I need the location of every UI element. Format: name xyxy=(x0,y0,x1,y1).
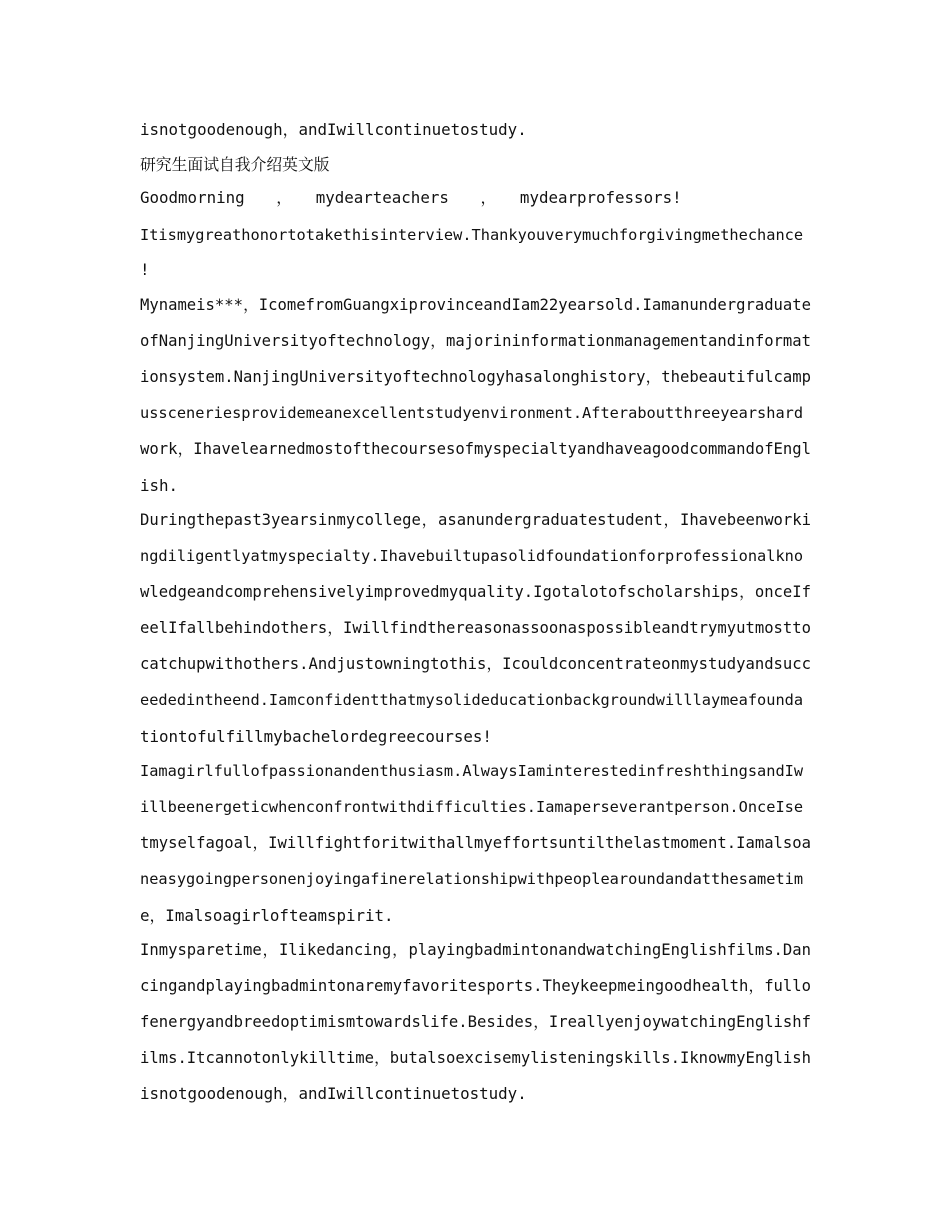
text-line: isnotgoodenough，andIwillcontinuetostudy. xyxy=(140,120,527,139)
text-line: tmyselfagoal，Iwillfightforitwithallmyeffortsuntilthelastmoment.Iamalsoa xyxy=(140,834,811,852)
text-line: ! xyxy=(140,260,150,279)
text-line: eelIfallbehindothers，Iwillfindthereasonassoonaspossibleandtrymyutmostto xyxy=(140,619,811,637)
section-title: 研究生面试自我介绍英文版 xyxy=(140,155,330,174)
text-line: eededintheend.Iamconfidentthatmysolideducationbackgroundwilllaymeafounda xyxy=(140,691,804,709)
text-line: ilms.Itcannotonlykilltime，butalsoexcisemylisteningskills.IknowmyEnglish xyxy=(140,1049,811,1067)
text-line: catchupwithothers.Andjustowningtothis，Icouldconcentrateonmystudyandsucc xyxy=(140,655,811,673)
text-line: Inmysparetime，Ilikedancing，playingbadmintonandwatchingEnglishfilms.Dan xyxy=(140,941,811,959)
text-line: illbeenergeticwhenconfrontwithdifficulties.Iamaperseverantperson.OnceIse xyxy=(140,798,804,816)
text-line: ish. xyxy=(140,476,179,495)
text-line: Duringthepast3yearsinmycollege，asanundergraduatestudent，Ihavebeenworki xyxy=(140,511,811,529)
text-line: cingandplayingbadmintonaremyfavoritesports.Theykeepmeingoodhealth，fullo xyxy=(140,977,811,995)
text-line: ussceneriesprovidemeanexcellentstudyenvironment.Afteraboutthreeyearshard xyxy=(140,404,804,422)
text-line: work，IhavelearnedmostofthecoursesofmyspecialtyandhaveagoodcommandofEngl xyxy=(140,440,811,458)
text-line: ngdiligentlyatmyspecialty.Ihavebuiltupasolidfoundationforprofessionalkno xyxy=(140,547,804,565)
text-line: ionsystem.NanjingUniversityoftechnologyhasalonghistory，thebeautifulcamp xyxy=(140,368,811,386)
text-line: e，Imalsoagirlofteamspirit. xyxy=(140,906,394,925)
text-line: isnotgoodenough，andIwillcontinuetostudy. xyxy=(140,1084,527,1103)
text-line: Iamagirlfullofpassionandenthusiasm.AlwaysIaminterestedinfreshthingsandIw xyxy=(140,762,804,780)
text-line: Mynameis***，IcomefromGuangxiprovinceandIam22yearsold.Iamanundergraduate xyxy=(140,296,811,314)
text-line: neasygoingpersonenjoyingafinerelationshipwithpeoplearoundandatthesametim xyxy=(140,870,804,888)
text-line: Itismygreathonortotakethisinterview.Thankyouverymuchforgivingmethechance xyxy=(140,226,804,244)
text-line: tiontofulfillmybachelordegreecourses! xyxy=(140,727,492,746)
text-line: wledgeandcomprehensivelyimprovedmyquality.Igotalotofscholarships，onceIf xyxy=(140,583,811,601)
text-line: ofNanjingUniversityoftechnology，majorininformationmanagementandinformat xyxy=(140,332,811,350)
text-line: fenergyandbreedoptimismtowardslife.Besides，IreallyenjoywatchingEnglishf xyxy=(140,1013,811,1031)
text-line: Goodmorning ， mydearteachers ， mydearprofessors! xyxy=(140,188,682,207)
